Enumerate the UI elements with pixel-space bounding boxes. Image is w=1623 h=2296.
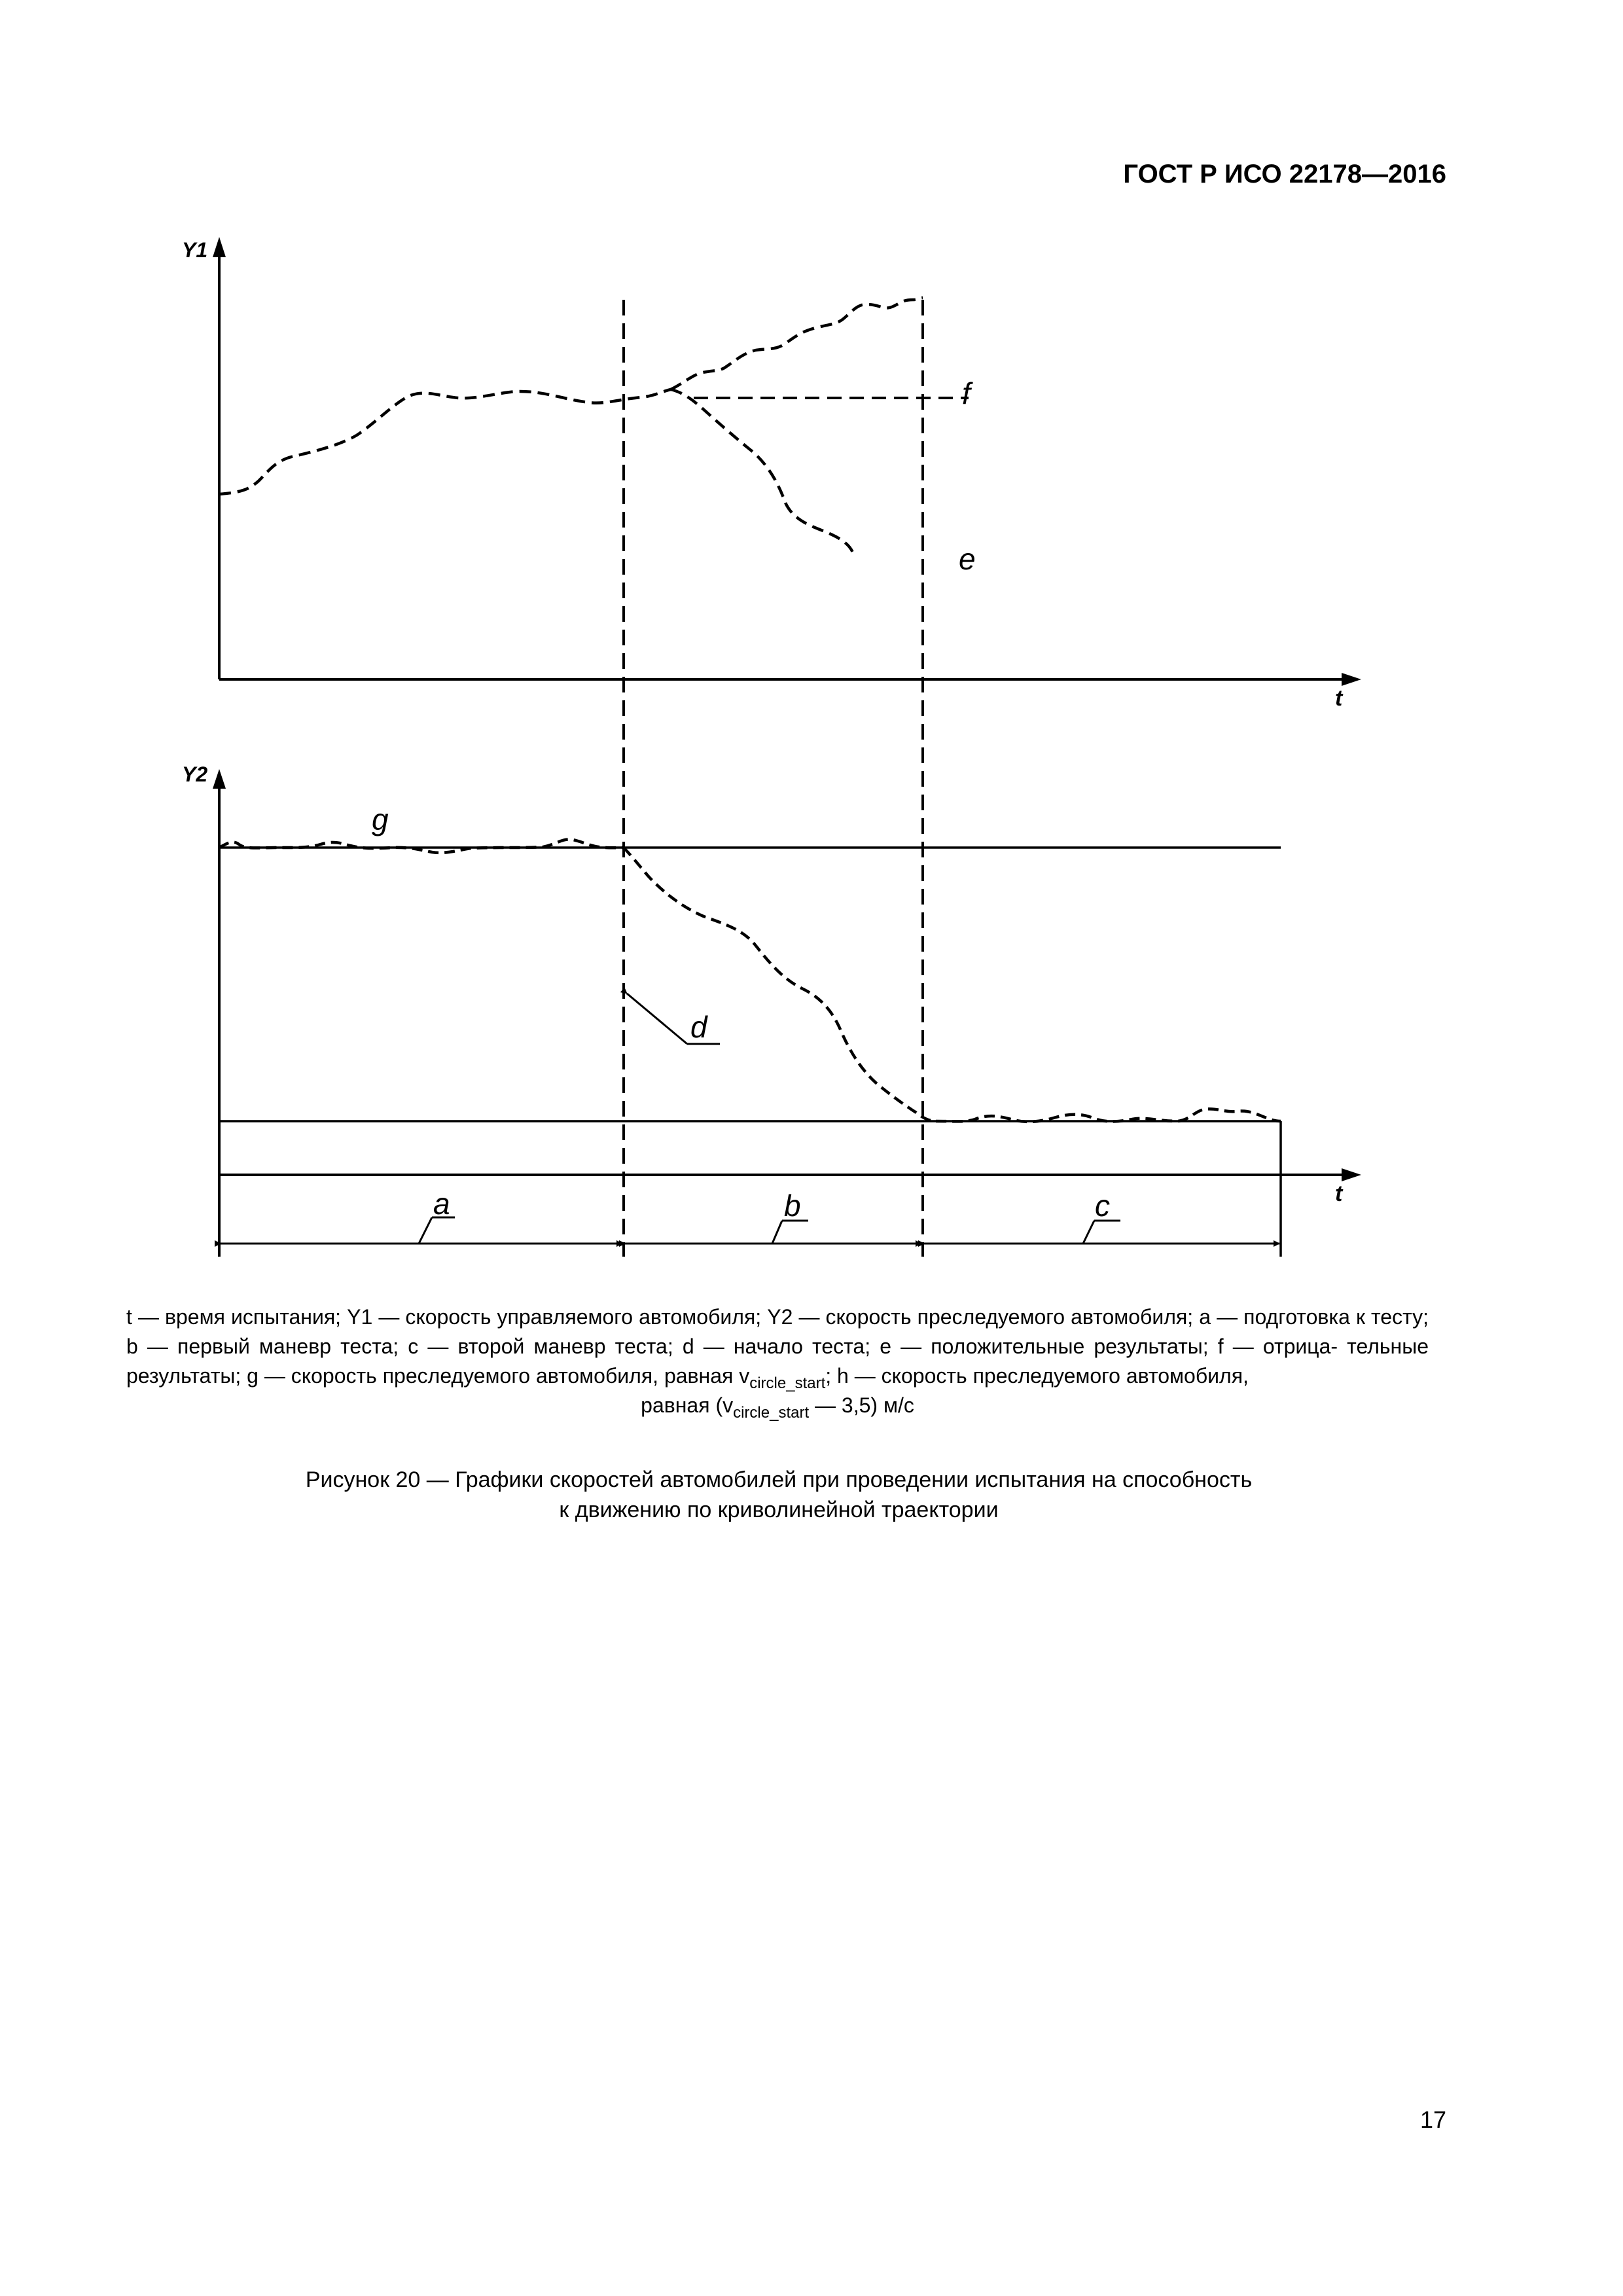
caption-line-2: к движению по криволинейной траектории xyxy=(559,1498,999,1522)
bottom-y-axis-label: Y2 xyxy=(182,762,208,786)
y2-curve-g xyxy=(219,839,624,852)
a-leader-diagonal xyxy=(419,1217,432,1244)
figure-legend xyxy=(126,1302,1429,1420)
bottom-x-axis-label: t xyxy=(1335,1181,1343,1206)
marker-b: b xyxy=(784,1189,801,1223)
top-y-axis-arrow xyxy=(213,237,226,257)
y2-curve-h xyxy=(936,1109,1281,1122)
d-leader-diagonal xyxy=(627,994,687,1044)
top-x-axis-label: t xyxy=(1335,686,1343,711)
y1-curve-preparation xyxy=(219,389,671,494)
figure-caption xyxy=(196,1465,1361,1525)
page-number: 17 xyxy=(1419,2106,1446,2133)
legend-line-3: тельные результаты; g — скорость преследуемого автомобиля, равная $v_{circle\_start}$; h — скорость преследуемого автомобиля, xyxy=(126,1335,1429,1392)
legend-line-4: равная ($v_{circle\_start}$ — 3,5) м/с xyxy=(641,1393,914,1422)
y2-curve-decel xyxy=(624,848,936,1121)
legend-line-2: к тесту; b — первый маневр теста; c — второй маневр теста; d — начало теста; e — положительные результаты; f — отрица- xyxy=(126,1305,1429,1358)
marker-d: d xyxy=(690,1010,707,1044)
caption-line-1: Рисунок 20 — Графики скоростей автомобилей при проведении испытания на способность xyxy=(305,1467,1253,1492)
marker-f: f xyxy=(962,376,971,410)
marker-c: c xyxy=(1095,1189,1110,1223)
y1-curve-positive xyxy=(671,298,923,389)
bottom-y-axis-arrow xyxy=(213,769,226,789)
marker-e: e xyxy=(959,542,976,576)
y1-curve-negative xyxy=(671,389,854,556)
top-y-axis-label: Y1 xyxy=(182,238,208,262)
marker-g: g xyxy=(372,802,389,836)
b-leader-diagonal xyxy=(772,1221,782,1244)
top-x-axis-arrow xyxy=(1342,673,1361,686)
marker-a: a xyxy=(433,1187,450,1221)
c-leader-diagonal xyxy=(1083,1221,1094,1244)
legend-line-1: t — время испытания; Y1 — скорость управляемого автомобиля; Y2 — скорость преследуемого автомобиля; a — подготовка xyxy=(126,1305,1350,1329)
bottom-x-axis-arrow xyxy=(1342,1168,1361,1181)
document-header: ГОСТ Р ИСО 22178—2016 xyxy=(1123,160,1446,188)
